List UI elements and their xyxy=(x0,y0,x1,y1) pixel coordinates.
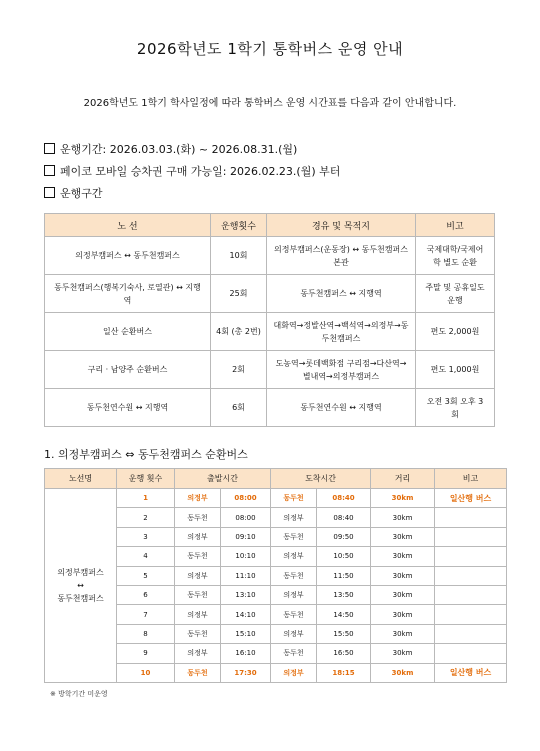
table-row xyxy=(45,489,507,508)
run-number-cell: 3 xyxy=(117,527,175,546)
arrival-place-cell: 의정부 xyxy=(271,624,317,643)
run-number-cell: 10 xyxy=(117,663,175,682)
count-cell: 2회 xyxy=(211,351,267,389)
departure-place-cell: 동두천 xyxy=(175,624,221,643)
arrival-time-cell: 18:15 xyxy=(317,663,371,682)
note-cell: 편도 1,000원 xyxy=(416,351,495,389)
table-row xyxy=(45,313,495,351)
departure-time-cell: 13:10 xyxy=(221,585,271,604)
route-name-cell xyxy=(45,489,117,683)
run-number-cell: 1 xyxy=(117,489,175,508)
header-distance: 거리 xyxy=(371,469,435,489)
arrival-place-cell: 의정부 xyxy=(271,663,317,682)
arrival-place-cell: 의정부 xyxy=(271,585,317,604)
run-number-cell: 4 xyxy=(117,547,175,566)
info-route-heading-text: 운행구간 xyxy=(60,187,103,200)
departure-place-cell: 의정부 xyxy=(175,489,221,508)
via-cell: 도농역→롯데백화점 구리점→다산역→별내역→의정부캠퍼스 xyxy=(267,351,416,389)
route-summary-table xyxy=(44,213,495,427)
header-remark: 비고 xyxy=(435,469,507,489)
arrival-time-cell: 15:50 xyxy=(317,624,371,643)
departure-time-cell: 08:00 xyxy=(221,508,271,527)
footnote: ※ 방학기간 미운영 xyxy=(50,690,108,698)
header-count: 운행횟수 xyxy=(211,214,267,237)
shuttle-schedule-table xyxy=(44,468,507,683)
departure-place-cell: 동두천 xyxy=(175,663,221,682)
arrival-time-cell: 08:40 xyxy=(317,489,371,508)
note-cell: 편도 2,000원 xyxy=(416,313,495,351)
remark-cell xyxy=(435,508,507,527)
arrival-time-cell: 10:50 xyxy=(317,547,371,566)
departure-place-cell: 동두천 xyxy=(175,547,221,566)
remark-cell xyxy=(435,585,507,604)
remark-cell xyxy=(435,566,507,585)
departure-time-cell: 16:10 xyxy=(221,644,271,663)
distance-cell: 30km xyxy=(371,489,435,508)
header-route: 노 선 xyxy=(45,214,211,237)
distance-cell: 30km xyxy=(371,527,435,546)
header-note: 비고 xyxy=(416,214,495,237)
table-header-row xyxy=(45,469,507,489)
table-header-row xyxy=(45,214,495,237)
arrival-place-cell: 동두천 xyxy=(271,489,317,508)
route-cell: 동두천연수원 ↔ 지행역 xyxy=(45,389,211,427)
intro-text: 2026학년도 1학기 학사일정에 따라 통학버스 운영 시간표를 다음과 같이 안내합니다. xyxy=(83,98,457,109)
route-cell: 동두천캠퍼스(행복기숙사, 로열관) ↔ 지행역 xyxy=(45,275,211,313)
page-title: 2026학년도 1학기 통학버스 운영 안내 xyxy=(136,40,404,58)
departure-time-cell: 10:10 xyxy=(221,547,271,566)
arrival-place-cell: 동두천 xyxy=(271,605,317,624)
via-cell: 의정부캠퍼스(운동장) ↔ 동두천캠퍼스 본관 xyxy=(267,237,416,275)
arrival-time-cell: 11:50 xyxy=(317,566,371,585)
remark-cell xyxy=(435,624,507,643)
departure-place-cell: 의정부 xyxy=(175,644,221,663)
info-mobile xyxy=(44,163,340,179)
checkbox-square-icon xyxy=(44,187,55,198)
checkbox-square-icon xyxy=(44,143,55,154)
arrival-time-cell: 14:50 xyxy=(317,605,371,624)
arrival-time-cell: 16:50 xyxy=(317,644,371,663)
run-number-cell: 8 xyxy=(117,624,175,643)
info-period xyxy=(44,141,297,157)
via-cell: 대화역→정발산역→백석역→의정부→동두천캠퍼스 xyxy=(267,313,416,351)
departure-time-cell: 11:10 xyxy=(221,566,271,585)
distance-cell: 30km xyxy=(371,585,435,604)
note-cell: 주말 및 공휴일도 운행 xyxy=(416,275,495,313)
distance-cell: 30km xyxy=(371,644,435,663)
arrival-place-cell: 동두천 xyxy=(271,566,317,585)
count-cell: 25회 xyxy=(211,275,267,313)
route-name-bottom: 동두천캠퍼스 xyxy=(57,593,104,603)
departure-time-cell: 08:00 xyxy=(221,489,271,508)
route-cell: 의정부캠퍼스 ↔ 동두천캠퍼스 xyxy=(45,237,211,275)
remark-cell xyxy=(435,547,507,566)
distance-cell: 30km xyxy=(371,547,435,566)
via-cell: 동두천캠퍼스 ↔ 지행역 xyxy=(267,275,416,313)
departure-place-cell: 의정부 xyxy=(175,605,221,624)
table-row xyxy=(45,237,495,275)
arrival-place-cell: 동두천 xyxy=(271,527,317,546)
route-cell: 일산 순환버스 xyxy=(45,313,211,351)
distance-cell: 30km xyxy=(371,624,435,643)
remark-cell xyxy=(435,605,507,624)
header-via: 경유 및 목적지 xyxy=(267,214,416,237)
arrival-time-cell: 09:50 xyxy=(317,527,371,546)
arrival-place-cell: 의정부 xyxy=(271,508,317,527)
info-route-heading xyxy=(44,185,103,201)
note-cell: 오전 3회 오후 3회 xyxy=(416,389,495,427)
departure-time-cell: 14:10 xyxy=(221,605,271,624)
departure-time-cell: 09:10 xyxy=(221,527,271,546)
remark-cell: 일산행 버스 xyxy=(435,663,507,682)
run-number-cell: 9 xyxy=(117,644,175,663)
departure-place-cell: 동두천 xyxy=(175,508,221,527)
remark-cell xyxy=(435,527,507,546)
info-period-text: 운행기간: 2026.03.03.(화) ~ 2026.08.31.(월) xyxy=(60,143,298,156)
table-row xyxy=(45,275,495,313)
remark-cell xyxy=(435,644,507,663)
run-number-cell: 6 xyxy=(117,585,175,604)
header-route-name: 노선명 xyxy=(45,469,117,489)
section-title: 1. 의정부캠퍼스 ⇔ 동두천캠퍼스 순환버스 xyxy=(44,448,248,461)
checkbox-square-icon xyxy=(44,165,55,176)
departure-place-cell: 의정부 xyxy=(175,527,221,546)
run-number-cell: 7 xyxy=(117,605,175,624)
info-mobile-text: 페이코 모바일 승차권 구매 가능일: 2026.02.23.(월) 부터 xyxy=(60,165,341,178)
remark-cell: 일산행 버스 xyxy=(435,489,507,508)
run-number-cell: 5 xyxy=(117,566,175,585)
via-cell: 동두천연수원 ↔ 지행역 xyxy=(267,389,416,427)
header-run-count: 운행 횟수 xyxy=(117,469,175,489)
run-number-cell: 2 xyxy=(117,508,175,527)
distance-cell: 30km xyxy=(371,508,435,527)
route-name-top: 의정부캠퍼스 xyxy=(57,567,104,577)
table-row xyxy=(45,351,495,389)
count-cell: 6회 xyxy=(211,389,267,427)
distance-cell: 30km xyxy=(371,605,435,624)
departure-time-cell: 17:30 xyxy=(221,663,271,682)
distance-cell: 30km xyxy=(371,663,435,682)
arrival-place-cell: 의정부 xyxy=(271,547,317,566)
route-arrow: ↔ xyxy=(77,580,84,590)
departure-place-cell: 동두천 xyxy=(175,585,221,604)
note-cell: 국제대학/국제어학 별도 순환 xyxy=(416,237,495,275)
arrival-time-cell: 13:50 xyxy=(317,585,371,604)
departure-place-cell: 의정부 xyxy=(175,566,221,585)
count-cell: 4회 (총 2번) xyxy=(211,313,267,351)
count-cell: 10회 xyxy=(211,237,267,275)
distance-cell: 30km xyxy=(371,566,435,585)
arrival-time-cell: 08:40 xyxy=(317,508,371,527)
route-cell: 구리 · 남양주 순환버스 xyxy=(45,351,211,389)
header-arrival: 도착시간 xyxy=(271,469,371,489)
header-departure: 출발시간 xyxy=(175,469,271,489)
arrival-place-cell: 동두천 xyxy=(271,644,317,663)
table-row xyxy=(45,389,495,427)
departure-time-cell: 15:10 xyxy=(221,624,271,643)
